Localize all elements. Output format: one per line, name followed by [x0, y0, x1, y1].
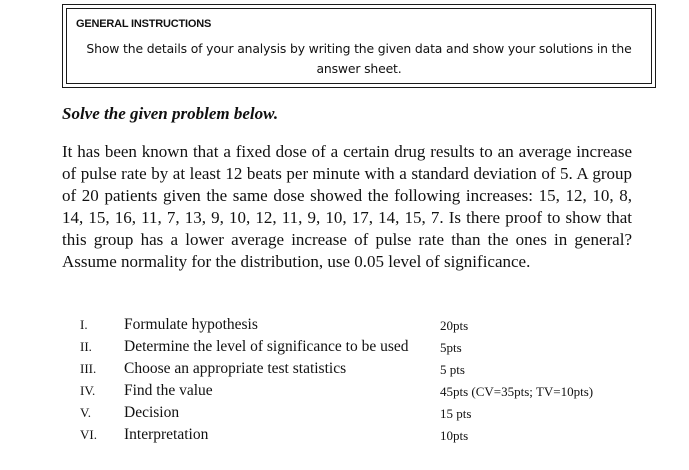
general-instructions-inner-border [66, 8, 652, 84]
task-row [80, 424, 640, 446]
general-instructions-heading: GENERAL INSTRUCTIONS [76, 18, 212, 30]
task-label: Formulate hypothesis [124, 316, 258, 333]
task-label: Decision [124, 404, 180, 421]
task-row [80, 336, 640, 358]
task-numeral: VI. [80, 427, 97, 442]
task-points: 45pts (CV=35pts; TV=10pts) [440, 384, 594, 399]
task-label: Find the value [124, 382, 213, 399]
task-label: Choose an appropriate test statistics [124, 360, 347, 377]
task-numeral: I. [80, 317, 88, 332]
task-points: 5pts [440, 340, 462, 355]
task-numeral: IV. [80, 383, 96, 398]
problem-heading: Solve the given problem below. [62, 104, 279, 123]
task-numeral: II. [80, 339, 92, 354]
task-label: Determine the level of significance to be used [124, 338, 409, 355]
task-list [80, 314, 640, 446]
problem-statement: It has been known that a fixed dose of a certain drug results to an average increase of pulse rate by at least 12 beats per minute with a standard deviation of 5. A group of 20 patients given the same dose showed the following increases: 15, 12, 10, 8, 14, 15, 16, 11, 7, 13, 9, 10, 12, 11, 9, 10, 17, 14, 15, 7. Is there proof to show that this group has a lower average increase of pulse rate than the ones in general? Assume normality for the distribution, use 0.05 level of significance. [62, 142, 632, 271]
task-row [80, 358, 640, 380]
task-row [80, 314, 640, 336]
task-points: 20pts [440, 318, 469, 333]
task-label: Interpretation [124, 426, 209, 443]
task-numeral: V. [80, 405, 91, 420]
task-points: 5 pts [440, 362, 465, 377]
general-instructions-text: Show the details of your analysis by writing the given data and show your solutions in the answer sheet. [86, 41, 632, 76]
general-instructions-box [62, 4, 656, 88]
task-points: 10pts [440, 428, 469, 443]
task-numeral: III. [80, 361, 97, 376]
task-row [80, 380, 640, 402]
task-row [80, 402, 640, 424]
task-points: 15 pts [440, 406, 472, 421]
